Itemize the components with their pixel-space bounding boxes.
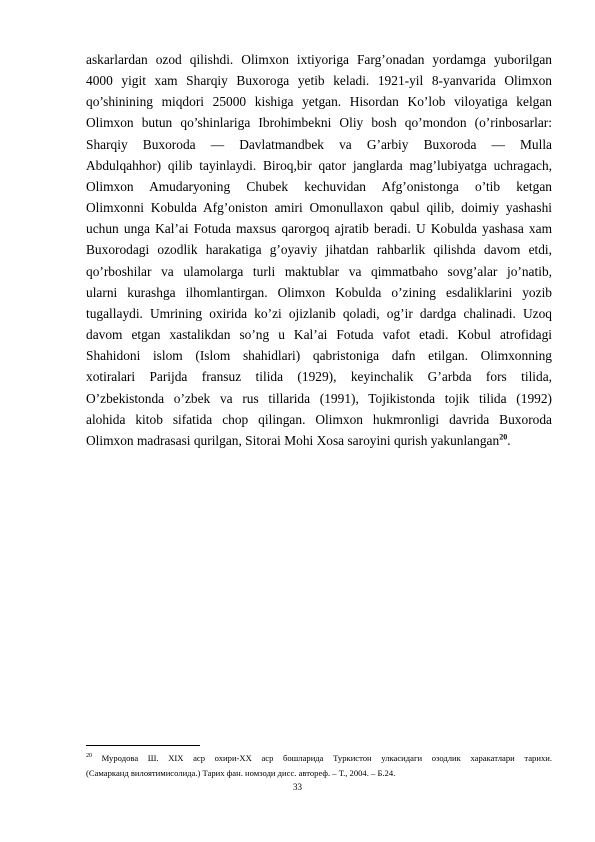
text-line: alohida kitob sifatida chop qilingan. Olimxon hukmronligi davrida Buxoroda <box>86 411 552 427</box>
text-line: qo’shinining miqdori 25000 kishiga yetgan. Hisordan Ko’lob viloyatiga kelgan <box>86 94 552 110</box>
text-line: 4000 yigit xam Sharqiy Buxoroga yetib keladi. 1921-yil 8-yanvarida Olimxon <box>86 73 552 89</box>
text-line: ularni kurashga ilhomlantirgan. Olimxon Kobulda o’zining esdaliklarini yozib <box>86 284 552 300</box>
text-line: tugallaydi. Umrining oxirida ko’zi ojizlanib qoladi, og’ir dardga chalinadi. Uzoq <box>86 305 552 321</box>
body-paragraph <box>86 49 552 451</box>
text-line: Olimxon madrasasi qurilgan, Sitorai Mohi Xosa saroyini qurish yakunlangan <box>86 432 500 448</box>
footnote <box>86 751 552 781</box>
footnote-line <box>86 751 552 766</box>
text-line: qo’rboshilar va ulamolarga turli maktublar va qimmatbaho sovg’alar jo’natib, <box>86 263 552 279</box>
text-line: xotiralari Parijda fransuz tilida (1929), keyinchalik G’arbda fors tilida, <box>86 369 552 385</box>
text-line: Olimxon butun qo’shinlariga Ibrohimbekni Oliy bosh qo’mondon (o’rinbosarlar: <box>86 115 552 131</box>
footnote-text: (Самарканд вилоятимисолида.) Тарих фан. номзоди дисс. автореф. – Т., 2004. – Б.24. <box>86 768 396 778</box>
text-line: davom etgan xastalikdan so’ng u Kal’ai Fotuda vafot etadi. Kobul atrofidagi <box>86 327 552 343</box>
text-line: uchun unga Kal’ai Fotuda maxsus qarorgoq ajratib beradi. U Kobulda yashasa xam <box>86 221 552 237</box>
text-line: Olimxonni Kobulda Afg’oniston amiri Omonullaxon qabul qilib, doimiy yashashi <box>86 200 552 216</box>
sentence-period: . <box>507 432 511 448</box>
text-line: askarlardan ozod qilishdi. Olimxon ixtiyoriga Farg’onadan yordamga yuborilgan <box>86 52 552 67</box>
text-line: Shahidoni islom (Islom shahidlari) qabristoniga dafn etilgan. Olimxonning <box>86 348 552 364</box>
text-line: O’zbekistonda o’zbek va rus tillarida (1991), Tojikistonda tojik tilida (1992) <box>86 390 552 406</box>
footnote-text: Муродова Ш. XIX аср охири-XX аср бошларида Туркистон улкасидаги озодлик харакатлари тарихи. <box>92 753 552 763</box>
footnote-number: 20 <box>86 753 92 760</box>
page-number: 33 <box>293 782 302 792</box>
footnote-separator <box>86 745 200 746</box>
text-line: Sharqiy Buxoroda — Davlatmandbek va G’arbiy Buxoroda — Mulla <box>86 136 552 152</box>
text-line: Abdulqahhor) qilib tayinlaydi. Biroq,bir qator janglarda mag’lubiyatga uchragach, <box>86 157 552 173</box>
text-line: Buxorodagi ozodlik harakatiga g’oyaviy jihatdan rahbarlik qilishda davom etdi, <box>86 242 552 258</box>
footnote-reference[interactable]: 20 <box>499 432 508 442</box>
text-line-last <box>86 430 552 451</box>
text-line: Olimxon Amudaryoning Chubek kechuvidan Afg’onistonga o’tib ketgan <box>86 178 552 194</box>
